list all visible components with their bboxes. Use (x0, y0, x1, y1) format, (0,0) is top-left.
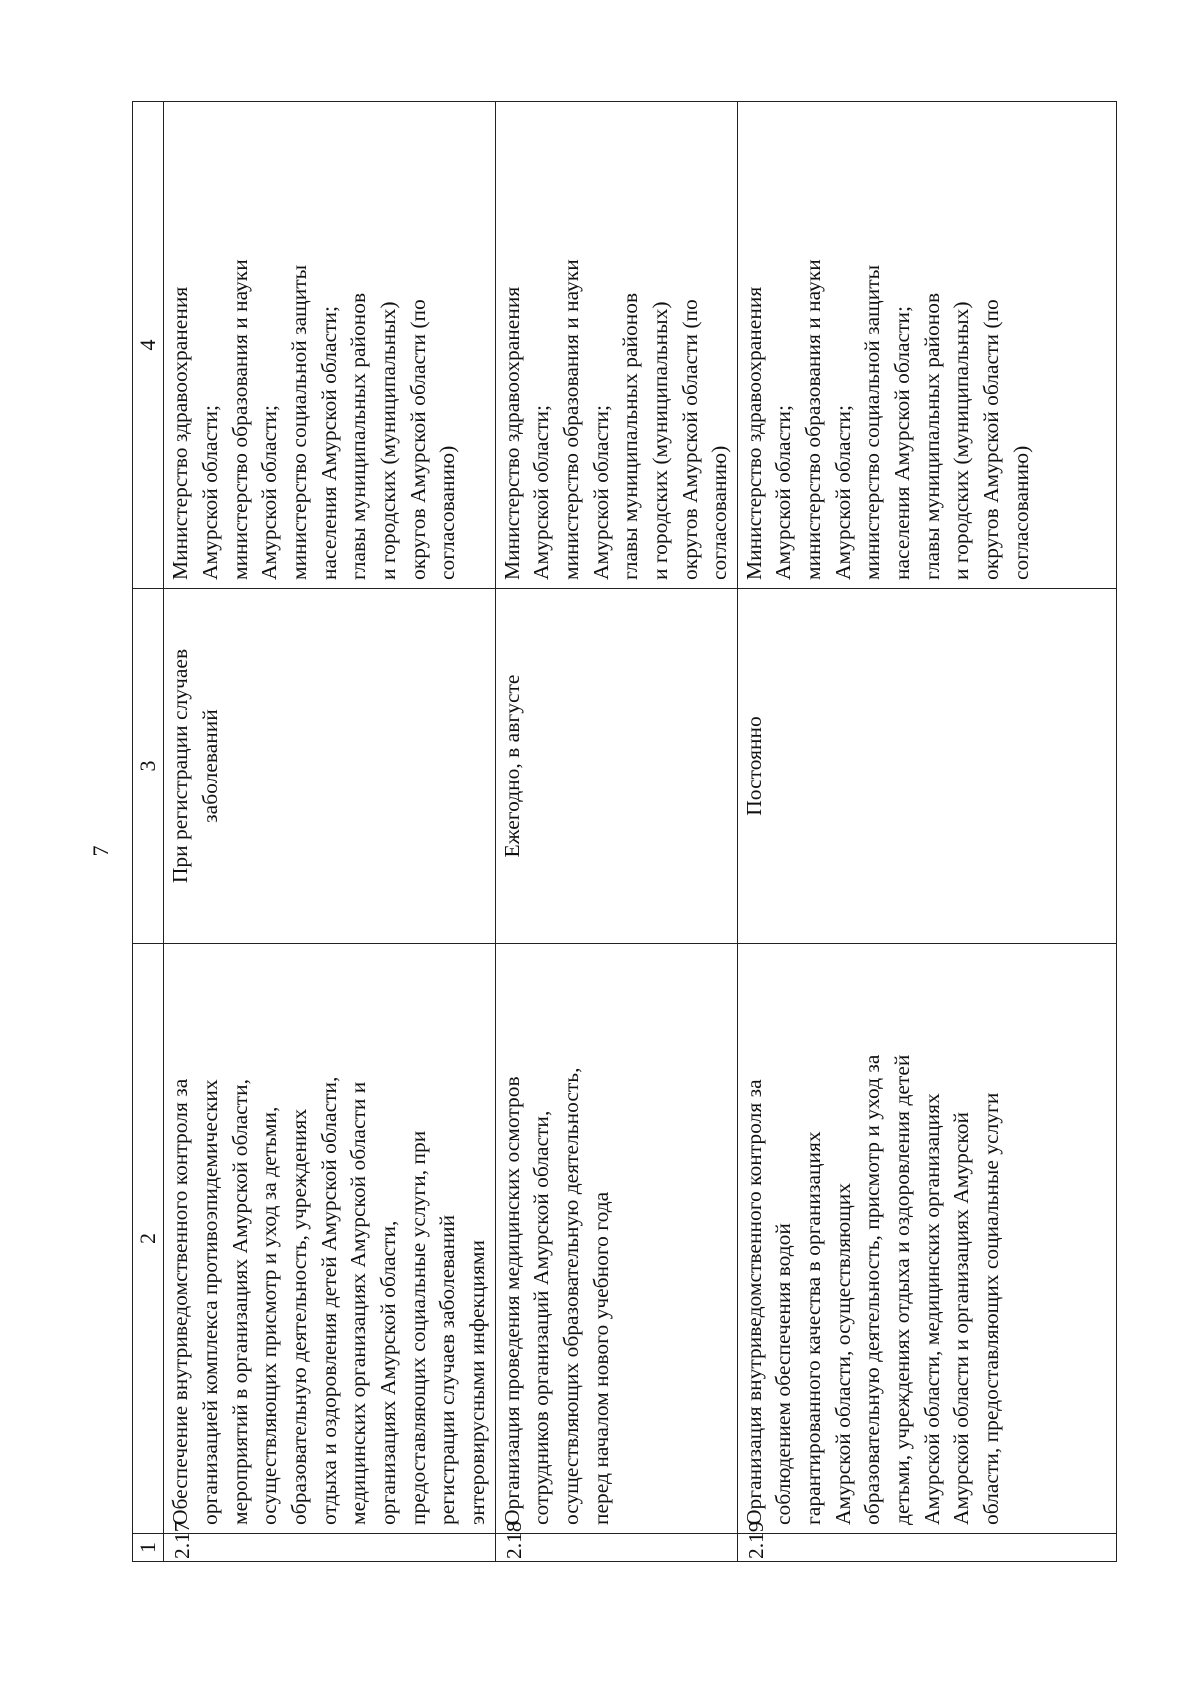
header-col-2: 2 (133, 944, 164, 1534)
responsible-cell: Министерство здравоохранения Амурской области; министерство образования и науки Амурской области; министерство социальной защиты населения Амурской области; главы муниципальных районов и городских (муниципальных) округов Амурской области (по согласованию) (164, 102, 495, 589)
deadline-cell: При регистрации случаев заболеваний (164, 589, 495, 944)
document-table-frame (132, 102, 1200, 1559)
table-row (164, 102, 495, 1562)
table-row (495, 102, 737, 1562)
table-row (737, 102, 1116, 1562)
row-number: 2.19 (737, 1534, 1116, 1562)
header-row (133, 102, 164, 1562)
responsible-cell: Министерство здравоохранения Амурской области; министерство образования и науки Амурской области; главы муниципальных районов и городских (муниципальных) округов Амурской области (по согласованию) (495, 102, 737, 589)
header-col-4: 4 (133, 102, 164, 589)
activity-cell: Обеспечение внутриведомственного контроля за организацией комплекса противоэпидемических мероприятий в организациях Амурской области, осуществляющих присмотр и уход за детьми, образовательную деятельность, учреждениях отдыха и оздоровления детей Амурской области, медицинских организациях Амурской области и организациях Амурской области, предоставляющих социальные услуги, при регистрации случаев заболеваний энтеровирусными инфекциями (164, 944, 495, 1534)
responsible-cell: Министерство здравоохранения Амурской области; министерство образования и науки Амурской области; министерство социальной защиты населения Амурской области; главы муниципальных районов и городских (муниципальных) округов Амурской области (по согласованию) (737, 102, 1116, 589)
activity-cell: Организация проведения медицинских осмотров сотрудников организаций Амурской области, осуществляющих образовательную деятельность, перед началом нового учебного года (495, 944, 737, 1534)
header-col-3: 3 (133, 589, 164, 944)
deadline-cell: Ежегодно, в августе (495, 589, 737, 944)
activity-cell: Организация внутриведомственного контроля за соблюдением обеспечения водой гарантированного качества в организациях Амурской области, осуществляющих образовательную деятельность, присмотр и уход за детьми, учреждениях отдыха и оздоровления детей Амурской области, медицинских организациях Амурской области и организациях Амурской области, предоставляющих социальные услуги (737, 944, 1116, 1534)
header-col-1: 1 (133, 1534, 164, 1562)
row-number: 2.17 (164, 1534, 495, 1562)
page-number: 7 (88, 845, 113, 857)
deadline-cell: Постоянно (737, 589, 1116, 944)
row-number: 2.18 (495, 1534, 737, 1562)
measures-table (132, 101, 1117, 1562)
